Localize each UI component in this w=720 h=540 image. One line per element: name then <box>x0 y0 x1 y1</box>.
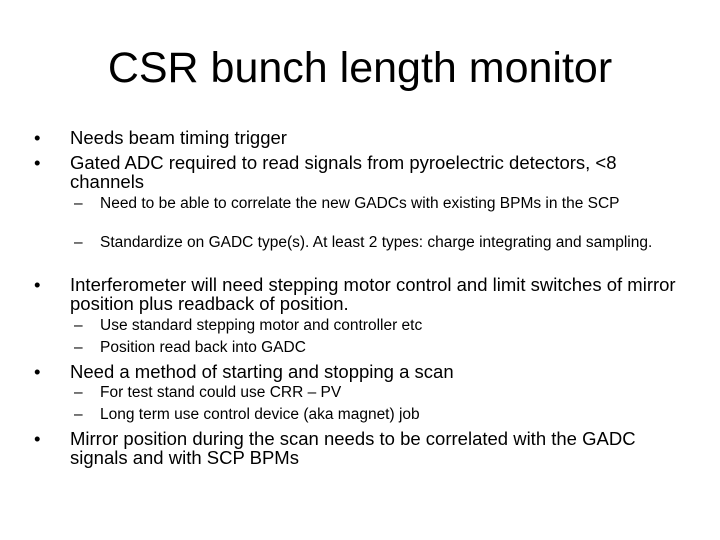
bullet-item <box>34 275 684 313</box>
bullet-marker: • <box>34 361 41 382</box>
bullet-text: Mirror position during the scan needs to be correlated with the GADC signals and with SCP BPMs <box>70 428 636 468</box>
bullet-marker: • <box>34 428 41 449</box>
dash-marker: – <box>74 195 83 212</box>
sub-bullet-text: Use standard stepping motor and controller etc <box>100 317 423 334</box>
dash-marker: – <box>74 339 83 356</box>
bullet-item <box>34 429 684 467</box>
dash-marker: – <box>74 234 83 251</box>
bullet-marker: • <box>34 127 41 148</box>
bullet-text: Gated ADC required to read signals from pyroelectric detectors, <8 channels <box>70 152 617 192</box>
bullet-item <box>34 153 684 191</box>
sub-bullet-text: Position read back into GADC <box>100 339 306 356</box>
sub-bullet-text: Long term use control device (aka magnet) job <box>100 406 420 423</box>
bullet-marker: • <box>34 274 41 295</box>
dash-marker: – <box>74 317 83 334</box>
bullet-text: Needs beam timing trigger <box>70 127 287 148</box>
slide-title: CSR bunch length monitor <box>107 44 613 92</box>
sub-bullet-text: For test stand could use CRR – PV <box>100 384 342 401</box>
sub-bullet-item <box>74 384 694 402</box>
bullet-marker: • <box>34 152 41 173</box>
sub-bullet-item <box>74 234 694 252</box>
bullet-text: Need a method of starting and stopping a scan <box>70 361 454 382</box>
sub-bullet-text: Need to be able to correlate the new GADCs with existing BPMs in the SCP <box>100 195 620 212</box>
bullet-text: Interferometer will need stepping motor control and limit switches of mirror position plus readback of position. <box>70 274 676 314</box>
bullet-item <box>34 128 684 147</box>
sub-bullet-item <box>74 406 694 424</box>
sub-bullet-item <box>74 339 694 357</box>
dash-marker: – <box>74 406 83 423</box>
sub-bullet-item <box>74 317 694 335</box>
sub-bullet-text: Standardize on GADC type(s). At least 2 types: charge integrating and sampling. <box>100 234 653 251</box>
sub-bullet-item <box>74 195 694 213</box>
bullet-item <box>34 362 684 381</box>
dash-marker: – <box>74 384 83 401</box>
